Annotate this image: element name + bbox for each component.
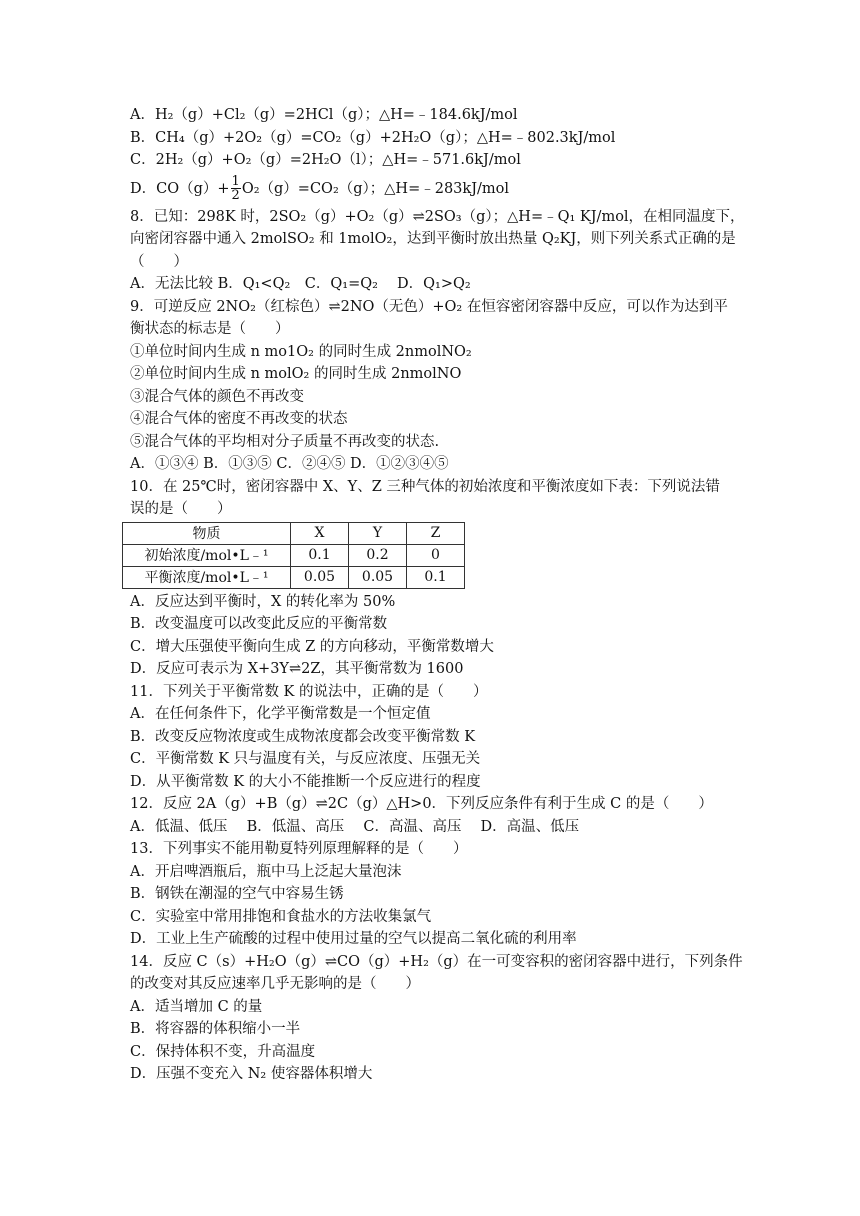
q10-stem-1: 10．在 25℃时，密闭容器中 X、Y、Z 三种气体的初始浓度和平衡浓度如下表：下列说法错 (130, 478, 720, 495)
table-row (123, 566, 465, 588)
table-header-row (123, 522, 465, 544)
q10-option-c: C．增大压强使平衡向生成 Z 的方向移动，平衡常数增大 (130, 638, 494, 655)
q14-option-b: B．将容器的体积缩小一半 (130, 1021, 301, 1037)
fraction-numerator: 1 (231, 174, 240, 189)
exam-page (130, 104, 750, 1086)
q14-option-c: C．保持体积不变，升高温度 (130, 1043, 316, 1060)
q14-stem-2: 的改变对其反应速率几乎无影响的是（ ） (130, 976, 420, 992)
q11-stem: 11．下列关于平衡常数 K 的说法中，正确的是（ ） (130, 683, 488, 700)
q7-option-b: B．CH₄（g）+2O₂（g）=CO₂（g）+2H₂O（g）；△H=﹣802.3kJ/mol (130, 129, 616, 146)
q12-options: A．低温、低压 B．低温、高压 C．高温、高压 D．高温、低压 (130, 818, 580, 835)
table-cell: 平衡浓度/mol•L﹣¹ (123, 566, 291, 588)
q7-option-d (130, 172, 750, 206)
q13-stem: 13．下列事实不能用勒夏特列原理解释的是（ ） (130, 841, 468, 857)
table-cell: 0 (407, 544, 465, 566)
q9-item-1: ①单位时间内生成 n mo1O₂ 的同时生成 2nmolNO₂ (130, 343, 472, 360)
q7-d-suffix: O₂（g）=CO₂（g）；△H=﹣283kJ/mol (241, 180, 510, 197)
q7-d-prefix: D．CO（g）+ (130, 180, 230, 197)
q14-option-d: D．压强不变充入 N₂ 使容器体积增大 (130, 1066, 373, 1082)
q8-stem-2: 向密闭容器中通入 2molSO₂ 和 1molO₂，达到平衡时放出热量 Q₂KJ，则下列关系式正确的是 (130, 231, 736, 247)
q14-option-a: A．适当增加 C 的量 (130, 998, 263, 1015)
fraction-denominator: 2 (231, 188, 240, 203)
q9-item-2: ②单位时间内生成 n molO₂ 的同时生成 2nmolNO (130, 366, 462, 382)
q10-stem-2: 误的是（ ） (130, 501, 232, 517)
q8-options: A．无法比较 B．Q₁<Q₂ C．Q₁=Q₂ D．Q₁>Q₂ (130, 276, 471, 292)
q11-option-a: A．在任何条件下，化学平衡常数是一个恒定值 (130, 706, 431, 722)
table-cell: 0.05 (349, 566, 407, 588)
q13-option-c: C．实验室中常用排饱和食盐水的方法收集氯气 (130, 908, 432, 925)
q9-options: A．①③④ B．①③⑤ C．②④⑤ D．①②③④⑤ (130, 456, 449, 472)
q9-item-3: ③混合气体的颜色不再改变 (130, 388, 304, 405)
q11-option-b: B．改变反应物浓度或生成物浓度都会改变平衡常数 K (130, 728, 476, 745)
q11-option-d: D．从平衡常数 K 的大小不能推断一个反应进行的程度 (130, 773, 481, 790)
table-header-cell: Y (349, 522, 407, 544)
table-cell: 初始浓度/mol•L﹣¹ (123, 544, 291, 566)
q9-item-4: ④混合气体的密度不再改变的状态 (130, 411, 348, 427)
q14-stem-1: 14．反应 C（s）+H₂O（g）⇌CO（g）+H₂（g）在一可变容积的密闭容器中进行，下列条件 (130, 953, 743, 970)
table-cell: 0.05 (291, 566, 349, 588)
q11-option-c: C．平衡常数 K 只与温度有关，与反应浓度、压强无关 (130, 751, 481, 767)
q13-option-a: A．开启啤酒瓶后，瓶中马上泛起大量泡沫 (130, 863, 402, 880)
table-header-cell: Z (407, 522, 465, 544)
q10-option-b: B．改变温度可以改变此反应的平衡常数 (130, 616, 388, 632)
q7-option-c: C．2H₂（g）+O₂（g）=2H₂O（l）；△H=﹣571.6kJ/mol (130, 152, 521, 168)
table-header-cell: 物质 (123, 522, 291, 544)
q9-stem-1: 9．可逆反应 2NO₂（红棕色）⇌2NO（无色）+O₂ 在恒容密闭容器中反应，可以作为达到平 (130, 298, 728, 315)
q7-option-a: A．H₂（g）+Cl₂（g）=2HCl（g）；△H=﹣184.6kJ/mol (130, 107, 518, 123)
table-cell: 0.1 (407, 566, 465, 588)
q8-stem-1: 8．已知：298K 时，2SO₂（g）+O₂（g）⇌2SO₃（g）；△H=﹣Q₁ KJ/mol，在相同温度下， (130, 208, 745, 225)
q13-option-d: D．工业上生产硫酸的过程中使用过量的空气以提高二氧化硫的利用率 (130, 931, 577, 947)
q13-option-b: B．钢铁在潮湿的空气中容易生锈 (130, 886, 344, 902)
table-cell: 0.1 (291, 544, 349, 566)
fraction-one-half (231, 175, 241, 202)
table-header-cell: X (291, 522, 349, 544)
q9-stem-2: 衡状态的标志是（ ） (130, 321, 290, 337)
q12-stem: 12．反应 2A（g）+B（g）⇌2C（g）△H>0．下列反应条件有利于生成 C 的是（ ） (130, 796, 713, 812)
table-row (123, 544, 465, 566)
q8-stem-3: （ ） (130, 253, 188, 270)
concentration-table (122, 522, 465, 589)
q9-item-5: ⑤混合气体的平均相对分子质量不再改变的状态. (130, 433, 440, 450)
table-cell: 0.2 (349, 544, 407, 566)
q10-option-d: D．反应可表示为 X+3Y⇌2Z，其平衡常数为 1600 (130, 661, 464, 677)
q10-option-a: A．反应达到平衡时，X 的转化率为 50% (130, 593, 396, 610)
